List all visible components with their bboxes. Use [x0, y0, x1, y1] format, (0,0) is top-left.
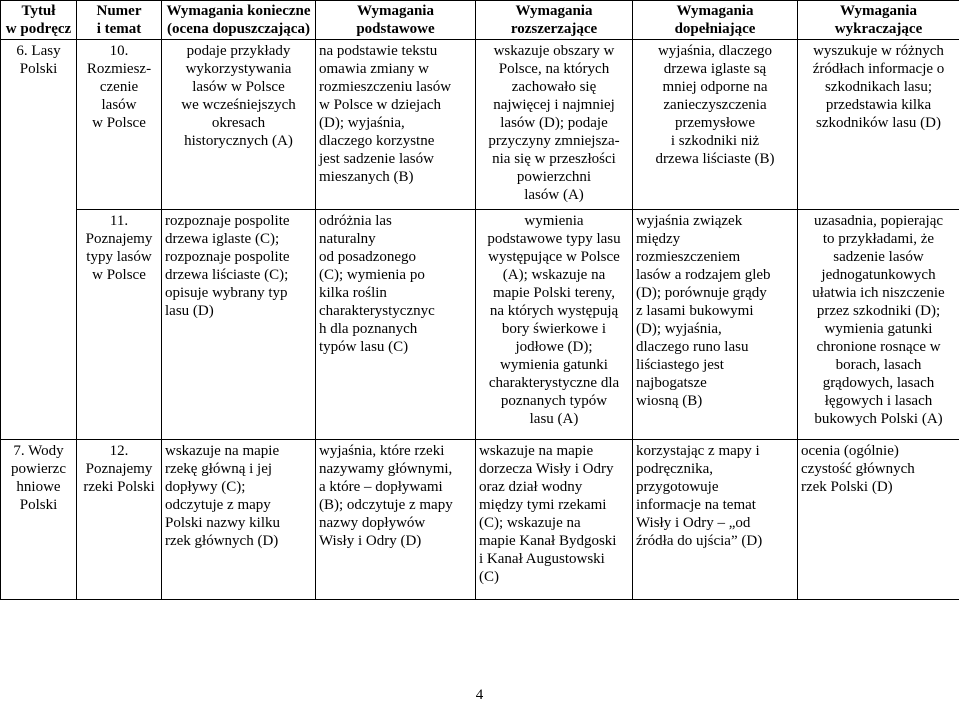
rozszerzajace-cell: wskazuje na mapie dorzecza Wisły i Odry oraz dział wodny między tymi rzekami (C); wskazuje na mapie Kanał Bydgoski i Kanał Augustowski (C)	[476, 440, 633, 600]
page-number: 4	[0, 686, 959, 704]
wykraczajace-cell: uzasadnia, popierając to przykładami, że sadzenie lasów jednogatunkowych ułatwia ich niszczenie przez szkodniki (D); wymienia gatunki chronione rosnące w borach, lasach grądowych, lasach łęgowych i lasach bukowych Polski (A)	[798, 210, 959, 440]
topic-cell: 12. Poznajemy rzeki Polski	[77, 440, 162, 600]
table-row	[1, 210, 959, 440]
podstawowe-cell: na podstawie tekstu omawia zmiany w rozmieszczeniu lasów w Polsce w dziejach (D); wyjaśnia, dlaczego korzystne jest sadzenie lasów mieszanych (B)	[316, 40, 476, 210]
header-konieczne: Wymagania konieczne (ocena dopuszczająca)	[162, 1, 316, 40]
header-row	[1, 1, 959, 40]
header-dopelniajace: Wymagania dopełniające	[633, 1, 798, 40]
header-podstawowe: Wymagania podstawowe	[316, 1, 476, 40]
rozszerzajace-cell: wymienia podstawowe typy lasu występujące w Polsce (A); wskazuje na mapie Polski tereny, na których występują bory świerkowe i jodłowe (D); wymienia gatunki charakterystyczne dla poznanych typów lasu (A)	[476, 210, 633, 440]
topic-cell: 10. Rozmiesz- czenie lasów w Polsce	[77, 40, 162, 210]
wykraczajace-cell: ocenia (ogólnie) czystość głównych rzek Polski (D)	[798, 440, 959, 600]
konieczne-cell: rozpoznaje pospolite drzewa iglaste (C); rozpoznaje pospolite drzewa liściaste (C); opisuje wybrany typ lasu (D)	[162, 210, 316, 440]
header-wykraczajace: Wymagania wykraczające	[798, 1, 959, 40]
dopelniajace-cell: wyjaśnia związek między rozmieszczeniem lasów a rodzajem gleb (D); porównuje grądy z lasami bukowymi (D); wyjaśnia, dlaczego runo lasu liściastego jest najbogatsze wiosną (B)	[633, 210, 798, 440]
konieczne-cell: wskazuje na mapie rzekę główną i jej dopływy (C); odczytuje z mapy Polski nazwy kilku rzek głównych (D)	[162, 440, 316, 600]
rozszerzajace-cell: wskazuje obszary w Polsce, na których zachowało się najwięcej i najmniej lasów (D); podaje przyczyny zmniejsza- nia się w przeszłości powierzchni lasów (A)	[476, 40, 633, 210]
section-title-cell: 6. Lasy Polski	[1, 40, 77, 440]
dopelniajace-cell: korzystając z mapy i podręcznika, przygotowuje informacje na temat Wisły i Odry – „od źródła do ujścia” (D)	[633, 440, 798, 600]
table-row	[1, 40, 959, 210]
konieczne-cell: podaje przykłady wykorzystywania lasów w Polsce we wcześniejszych okresach historycznych (A)	[162, 40, 316, 210]
dopelniajace-cell: wyjaśnia, dlaczego drzewa iglaste są mniej odporne na zanieczyszczenia przemysłowe i szkodniki niż drzewa liściaste (B)	[633, 40, 798, 210]
table-row	[1, 440, 959, 600]
header-title: Tytuł w podręcz	[1, 1, 77, 40]
podstawowe-cell: wyjaśnia, które rzeki nazywamy głównymi, a które – dopływami (B); odczytuje z mapy nazwy dopływów Wisły i Odry (D)	[316, 440, 476, 600]
topic-cell: 11. Poznajemy typy lasów w Polsce	[77, 210, 162, 440]
header-rozszerzajace: Wymagania rozszerzające	[476, 1, 633, 40]
podstawowe-cell: odróżnia las naturalny od posadzonego (C); wymienia po kilka roślin charakterystycznyc h dla poznanych typów lasu (C)	[316, 210, 476, 440]
header-topic: Numer i temat	[77, 1, 162, 40]
section-title-cell: 7. Wody powierzc hniowe Polski	[1, 440, 77, 600]
wykraczajace-cell: wyszukuje w różnych źródłach informacje o szkodnikach lasu; przedstawia kilka szkodników lasu (D)	[798, 40, 959, 210]
